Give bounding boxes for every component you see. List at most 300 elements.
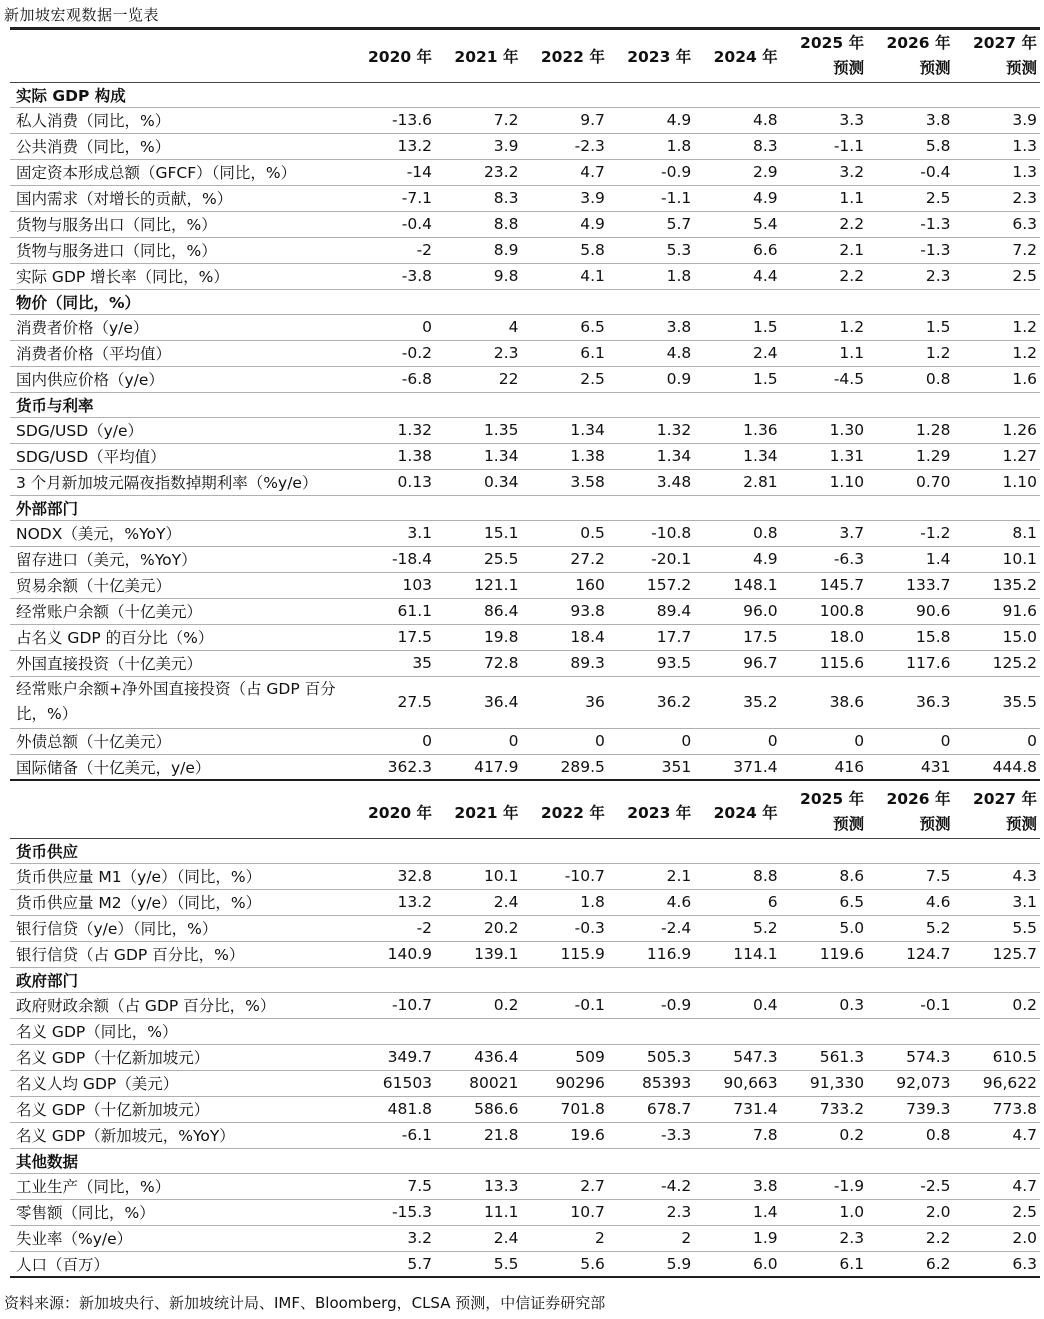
value-cell: -2 [364,915,435,941]
value-cell: 32.8 [364,863,435,889]
value-cell: 38.6 [781,676,867,728]
value-cell: 8.9 [435,237,521,263]
header-empty-cell [10,786,364,838]
value-cell: 115.9 [521,941,607,967]
value-cell: -2.4 [608,915,694,941]
value-cell: 9.7 [521,107,607,133]
value-cell: 4.3 [953,863,1040,889]
value-cell: 5.2 [867,915,953,941]
value-cell: 2.3 [953,185,1040,211]
row-label: 经常账户余额+净外国直接投资（占 GDP 百分比，%） [10,676,364,728]
value-cell: 2.7 [521,1173,607,1199]
value-cell: 72.8 [435,650,521,676]
table-row [10,676,1040,728]
year-header-cell [781,30,867,82]
document-title: 新加坡宏观数据一览表 [4,6,160,24]
value-cell: 5.0 [781,915,867,941]
value-cell [521,1018,607,1044]
value-cell: 121.1 [435,572,521,598]
value-cell: 3.2 [364,1225,435,1251]
year-label: 2025 年 [800,33,865,52]
value-cell: -1.9 [781,1173,867,1199]
value-cell: -20.1 [608,546,694,572]
year-label: 2023 年 [627,47,692,66]
value-cell: 4.8 [694,107,780,133]
value-cell: 90.6 [867,598,953,624]
table-row [10,185,1040,211]
table-row [10,1044,1040,1070]
value-cell: 3.9 [953,107,1040,133]
value-cell: -2 [364,237,435,263]
value-cell: 2.3 [781,1225,867,1251]
year-header-cell [608,30,694,82]
row-label: 经常账户余额（十亿美元） [10,598,364,624]
value-cell: 417.9 [435,754,521,780]
value-cell: -10.7 [521,863,607,889]
row-label: 银行信贷（y/e）（同比，%） [10,915,364,941]
value-cell: 3.1 [953,889,1040,915]
year-label: 2020 年 [368,803,433,822]
row-label: 零售额（同比，%） [10,1199,364,1225]
value-cell: 1.5 [867,314,953,340]
value-cell: 1.10 [781,469,867,495]
year-header-row [10,30,1040,82]
value-cell: -0.1 [867,992,953,1018]
forecast-label: 预测 [1005,814,1037,833]
value-cell: 0.2 [953,992,1040,1018]
table-row [10,728,1040,754]
value-cell: 1.8 [608,133,694,159]
row-label: 名义 GDP（十亿新加坡元） [10,1096,364,1122]
value-cell: 4 [435,314,521,340]
section-header-row [10,495,1040,520]
value-cell: 574.3 [867,1044,953,1070]
row-label: 贸易余额（十亿美元） [10,572,364,598]
value-cell: 0 [608,728,694,754]
value-cell: -1.1 [781,133,867,159]
value-cell: 0 [953,728,1040,754]
value-cell: 0.34 [435,469,521,495]
value-cell: 4.7 [521,159,607,185]
table-1-body [10,30,1040,780]
value-cell: 2.3 [608,1199,694,1225]
value-cell: 289.5 [521,754,607,780]
value-cell: 610.5 [953,1044,1040,1070]
value-cell: 0 [364,728,435,754]
row-label: 固定资本形成总额（GFCF）（同比，%） [10,159,364,185]
value-cell [781,1018,867,1044]
value-cell: 4.7 [953,1173,1040,1199]
value-cell: -10.8 [608,520,694,546]
value-cell: 431 [867,754,953,780]
source-note: 资料来源：新加坡央行、新加坡统计局、IMF、Bloomberg，CLSA 预测，中信证券研究部 [4,1294,606,1312]
year-header-cell [608,786,694,838]
row-label: 3 个月新加坡元隔夜指数掉期利率（%y/e） [10,469,364,495]
value-cell: 36.2 [608,676,694,728]
value-cell: 4.9 [694,546,780,572]
row-label: 名义人均 GDP（美元） [10,1070,364,1096]
value-cell: -2.5 [867,1173,953,1199]
value-cell: 444.8 [953,754,1040,780]
forecast-label: 预测 [833,814,865,833]
value-cell: 0.8 [867,366,953,392]
value-cell: 1.34 [694,443,780,469]
value-cell: 15.8 [867,624,953,650]
value-cell: 23.2 [435,159,521,185]
year-label: 2020 年 [368,47,433,66]
value-cell: 4.7 [953,1122,1040,1148]
value-cell: 4.6 [608,889,694,915]
value-cell: 7.2 [953,237,1040,263]
value-cell: 733.2 [781,1096,867,1122]
value-cell: 1.30 [781,417,867,443]
year-header-cell [781,786,867,838]
value-cell: 0.9 [608,366,694,392]
year-header-cell [953,30,1040,82]
value-cell: 481.8 [364,1096,435,1122]
section-title: 其他数据 [10,1148,1040,1173]
value-cell: 4.9 [608,107,694,133]
value-cell: 509 [521,1044,607,1070]
value-cell: -7.1 [364,185,435,211]
value-cell: 1.31 [781,443,867,469]
value-cell: 135.2 [953,572,1040,598]
row-label: 消费者价格（平均值） [10,340,364,366]
table-row [10,650,1040,676]
value-cell: 1.2 [781,314,867,340]
value-cell: -0.9 [608,992,694,1018]
section-header-row [10,289,1040,314]
value-cell: -1.1 [608,185,694,211]
value-cell: 1.8 [608,263,694,289]
year-header-cell [435,30,521,82]
table-row [10,211,1040,237]
value-cell: 5.4 [694,211,780,237]
value-cell: 35.5 [953,676,1040,728]
year-label: 2027 年 [972,789,1037,808]
value-cell: 7.5 [867,863,953,889]
value-cell: 133.7 [867,572,953,598]
value-cell: 2.0 [867,1199,953,1225]
value-cell: 19.8 [435,624,521,650]
value-cell: 61503 [364,1070,435,1096]
table-row [10,443,1040,469]
year-label: 2021 年 [454,803,519,822]
value-cell: 1.9 [694,1225,780,1251]
table-row [10,889,1040,915]
value-cell [694,1018,780,1044]
year-label: 2022 年 [540,47,605,66]
value-cell: 4.9 [521,211,607,237]
value-cell: 6 [694,889,780,915]
value-cell: 5.5 [953,915,1040,941]
value-cell: 100.8 [781,598,867,624]
value-cell: 139.1 [435,941,521,967]
value-cell: 27.2 [521,546,607,572]
value-cell: 362.3 [364,754,435,780]
value-cell: 4.1 [521,263,607,289]
value-cell: 2.2 [781,211,867,237]
value-cell: 160 [521,572,607,598]
section-header-row [10,967,1040,992]
value-cell: 0.2 [435,992,521,1018]
value-cell: 1.3 [953,159,1040,185]
value-cell: 3.1 [364,520,435,546]
value-cell: -1.3 [867,211,953,237]
value-cell: 3.7 [781,520,867,546]
row-label: 外国直接投资（十亿美元） [10,650,364,676]
value-cell: 8.1 [953,520,1040,546]
value-cell: 1.4 [694,1199,780,1225]
value-cell: 773.8 [953,1096,1040,1122]
value-cell: 148.1 [694,572,780,598]
value-cell: 2.0 [953,1225,1040,1251]
value-cell: 1.29 [867,443,953,469]
value-cell: 505.3 [608,1044,694,1070]
year-header-cell [435,786,521,838]
row-label: 国内供应价格（y/e） [10,366,364,392]
value-cell: 0.13 [364,469,435,495]
value-cell: 0.8 [867,1122,953,1148]
row-label: SDG/USD（y/e） [10,417,364,443]
value-cell: 36.3 [867,676,953,728]
value-cell: -3.3 [608,1122,694,1148]
table-row [10,1070,1040,1096]
table-row [10,863,1040,889]
value-cell: 1.2 [953,340,1040,366]
value-cell: 90296 [521,1070,607,1096]
value-cell: 2 [521,1225,607,1251]
value-cell: 90,663 [694,1070,780,1096]
table-row [10,754,1040,780]
value-cell: 0 [781,728,867,754]
table-row [10,1199,1040,1225]
value-cell: 5.8 [867,133,953,159]
table-row [10,366,1040,392]
row-label: 政府财政余额（占 GDP 百分比，%） [10,992,364,1018]
value-cell: 124.7 [867,941,953,967]
value-cell: 1.4 [867,546,953,572]
value-cell: 3.9 [521,185,607,211]
table-row [10,992,1040,1018]
year-header-cell [867,30,953,82]
value-cell: 436.4 [435,1044,521,1070]
value-cell: 0 [694,728,780,754]
row-label: 私人消费（同比，%） [10,107,364,133]
value-cell: 89.3 [521,650,607,676]
value-cell: 3.8 [608,314,694,340]
value-cell: 1.36 [694,417,780,443]
value-cell: 5.5 [435,1251,521,1277]
value-cell: 13.2 [364,133,435,159]
table-row [10,915,1040,941]
value-cell: 3.8 [867,107,953,133]
value-cell: 85393 [608,1070,694,1096]
section-title: 实际 GDP 构成 [10,82,1040,107]
value-cell: 0.70 [867,469,953,495]
table-row [10,1122,1040,1148]
value-cell: 61.1 [364,598,435,624]
value-cell: 1.34 [521,417,607,443]
year-header-row [10,786,1040,838]
value-cell: 3.9 [435,133,521,159]
value-cell: 1.38 [521,443,607,469]
value-cell: 0.5 [521,520,607,546]
value-cell: 1.28 [867,417,953,443]
value-cell: 19.6 [521,1122,607,1148]
value-cell: -3.8 [364,263,435,289]
value-cell: -18.4 [364,546,435,572]
value-cell: 115.6 [781,650,867,676]
value-cell: 1.6 [953,366,1040,392]
forecast-label: 预测 [919,58,951,77]
forecast-label: 预测 [919,814,951,833]
row-label: NODX（美元，%YoY） [10,520,364,546]
forecast-label: 预测 [1005,58,1037,77]
value-cell: 22 [435,366,521,392]
value-cell: 21.8 [435,1122,521,1148]
table-row [10,941,1040,967]
value-cell: -6.8 [364,366,435,392]
row-label: SDG/USD（平均值） [10,443,364,469]
value-cell: 7.2 [435,107,521,133]
value-cell: 0 [435,728,521,754]
year-label: 2024 年 [713,803,778,822]
value-cell: 4.9 [694,185,780,211]
row-label: 货物与服务进口（同比，%） [10,237,364,263]
table-row [10,159,1040,185]
value-cell: -0.4 [364,211,435,237]
header-empty-cell [10,30,364,82]
value-cell: 17.7 [608,624,694,650]
table-row [10,572,1040,598]
value-cell: 6.3 [953,211,1040,237]
value-cell: -6.1 [364,1122,435,1148]
value-cell: 416 [781,754,867,780]
value-cell [953,1018,1040,1044]
value-cell: 93.8 [521,598,607,624]
value-cell: 35 [364,650,435,676]
value-cell: 6.5 [521,314,607,340]
row-label: 外债总额（十亿美元） [10,728,364,754]
row-label: 名义 GDP（新加坡元，%YoY） [10,1122,364,1148]
value-cell: 96,622 [953,1070,1040,1096]
value-cell: 157.2 [608,572,694,598]
value-cell: 0 [364,314,435,340]
value-cell: 8.6 [781,863,867,889]
year-label: 2023 年 [627,803,692,822]
table-row [10,417,1040,443]
macro-table-part-1 [10,30,1040,781]
value-cell: -2.3 [521,133,607,159]
value-cell: 13.3 [435,1173,521,1199]
value-cell: 3.48 [608,469,694,495]
value-cell [608,1018,694,1044]
value-cell: 125.7 [953,941,1040,967]
value-cell: 17.5 [364,624,435,650]
value-cell: 2.5 [953,263,1040,289]
section-title: 货币供应 [10,838,1040,863]
table-row [10,314,1040,340]
value-cell: 8.8 [694,863,780,889]
row-label: 货币供应量 M2（y/e）（同比，%） [10,889,364,915]
value-cell: 25.5 [435,546,521,572]
value-cell: 5.3 [608,237,694,263]
value-cell: 731.4 [694,1096,780,1122]
row-label: 名义 GDP（同比，%） [10,1018,364,1044]
value-cell: 2.5 [953,1199,1040,1225]
value-cell: 3.8 [694,1173,780,1199]
value-cell: 2.9 [694,159,780,185]
value-cell: 5.6 [521,1251,607,1277]
value-cell: -10.7 [364,992,435,1018]
value-cell: 5.7 [608,211,694,237]
value-cell: 1.32 [364,417,435,443]
value-cell: 3.3 [781,107,867,133]
value-cell: 10.7 [521,1199,607,1225]
value-cell: 371.4 [694,754,780,780]
value-cell: 36 [521,676,607,728]
value-cell: 739.3 [867,1096,953,1122]
value-cell: 11.1 [435,1199,521,1225]
year-header-cell [953,786,1040,838]
table-row [10,1173,1040,1199]
year-label: 2025 年 [800,789,865,808]
year-header-cell [521,786,607,838]
section-header-row [10,392,1040,417]
table-row [10,263,1040,289]
value-cell: 2.1 [781,237,867,263]
table-row [10,1225,1040,1251]
row-label: 占名义 GDP 的百分比（%） [10,624,364,650]
value-cell: 2.1 [608,863,694,889]
value-cell: 678.7 [608,1096,694,1122]
value-cell: 27.5 [364,676,435,728]
value-cell: 0.4 [694,992,780,1018]
value-cell: 17.5 [694,624,780,650]
value-cell: 8.3 [694,133,780,159]
value-cell: 117.6 [867,650,953,676]
value-cell [435,1018,521,1044]
value-cell: -4.5 [781,366,867,392]
value-cell: 701.8 [521,1096,607,1122]
value-cell: 4.4 [694,263,780,289]
section-title: 政府部门 [10,967,1040,992]
value-cell: 0 [521,728,607,754]
value-cell: -6.3 [781,546,867,572]
value-cell: 116.9 [608,941,694,967]
value-cell: 1.34 [435,443,521,469]
row-label: 名义 GDP（十亿新加坡元） [10,1044,364,1070]
value-cell: 114.1 [694,941,780,967]
value-cell: 1.38 [364,443,435,469]
value-cell: 9.8 [435,263,521,289]
value-cell: 2.4 [694,340,780,366]
value-cell: 36.4 [435,676,521,728]
section-header-row [10,1148,1040,1173]
value-cell: 89.4 [608,598,694,624]
value-cell: 18.4 [521,624,607,650]
forecast-label: 预测 [833,58,865,77]
row-label: 消费者价格（y/e） [10,314,364,340]
value-cell: 4.6 [867,889,953,915]
value-cell: 1.5 [694,366,780,392]
year-label: 2021 年 [454,47,519,66]
value-cell: 10.1 [435,863,521,889]
row-label: 工业生产（同比，%） [10,1173,364,1199]
value-cell: 3.2 [781,159,867,185]
value-cell: -0.1 [521,992,607,1018]
